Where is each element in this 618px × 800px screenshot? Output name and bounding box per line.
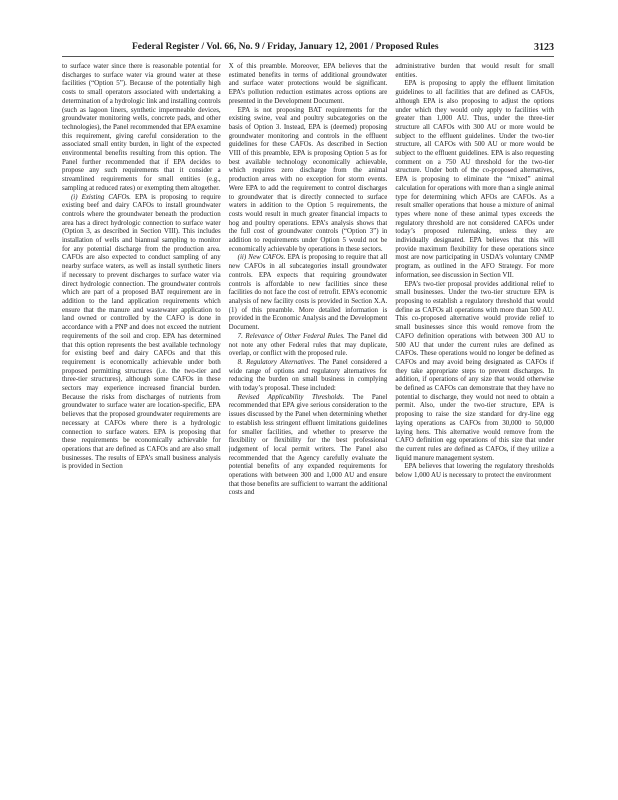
paragraph [229,253,388,331]
column-1 [62,62,221,762]
page-header [62,42,554,57]
paragraph [62,193,221,472]
paragraph-lead: (ii) New CAFOs. [237,253,286,262]
paragraph-text: The Panel considered a wide range of options and regulatory alternatives for reducing the burden on small business in complying with today’s proposal. These included: [228,357,388,393]
paragraph [229,62,388,106]
paragraph-lead: 7. Relevance of Other Federal Rules. [237,331,345,340]
paragraph-text: EPA is proposing to require existing beef and dairy CAFOs to install groundwater controls where the groundwater beneath the production area has a direct hydrologic connection to surface water (Option 3, as described in Section VIII). This includes installation of wells and biannual sampling to monitor for any potential discharge from the production area. CAFOs are also expected to conduct sampling of any nearby surface waters, as well as install synthetic liners if necessary to prevent discharges to surface water via direct hydrologic connection. The groundwater controls which are part of a proposed BAT requirement are in addition to the land application requirements which ensure that the manure and wastewater application to land owned or controlled by the CAFO is done in accordance with a PNP and does not exceed the nutrient requirements of the soil and crop. EPA has determined that this option represents the best available technology for existing beef and dairy CAFOs and that this requirement is economically achievable under both proposed permitting structures (i.e. the two-tier and three-tier structures), although some CAFOs in these sectors may experience increased financial burden. Because the risks from discharges of nutrients from groundwater to surface water are location-specific, EPA believes that the proposed groundwater requirements are necessary at CAFOs where there is a hydrologic connection to surface waters. EPA is proposing that these requirements be economically achievable for operations that are defined as CAFOs and are also small businesses. The results of EPA’s small business analysis is provided in Section [62,192,221,471]
paragraph-text: EPA is proposing to apply the effluent limitation guidelines to all facilities that are defined as CAFOs, although EPA is also proposing to adjust the options under which they would only apply to facilities with greater than 1,000 AU. Thus, under the three-tier structure all CAFOs with 300 AU or more would be subject to the effluent guidelines. Under the two-tier structure, all CAFOs with 500 AU or more would be subject to the effluent guidelines. EPA is also requesting comment on a 750 AU threshold for the two-tier structure. Under both of the co-proposed alternatives, EPA is proposing to eliminate the “mixed” animal calculation for operations with more than a single animal type for determining which AFOs are CAFOs. As a result smaller operations that house a mixture of animal types where none of these animal types exceeds the regulatory threshold are not considered CAFOs under today’s proposed rulemaking, unless they are individually designated. EPA believes that this will provide maximum flexibility for these operations since most are now participating in USDA’s voluntary CNMP program, as outlined in the AFO Strategy. For more information, see discussion in Section VII. [395,79,555,279]
running-head: Federal Register / Vol. 66, No. 9 / Friday, January 12, 2001 / Proposed Rules [132,42,439,52]
paragraph [395,280,554,463]
page-number: 3123 [534,42,554,53]
paragraph [62,62,221,193]
paragraph-lead: 8. Regulatory Alternatives. [237,357,316,366]
paragraph [395,462,554,479]
text-columns [62,62,554,762]
paragraph-lead: Revised Applicability Thresholds. [237,392,345,401]
paragraph-text: to surface water since there is reasonable potential for discharges to surface water via ground water at these facilities (“Option 5”). Because of the potentially high costs to small operators associated with undertaking a determination of a hydrologic link and installing controls (such as lagoon liners, synthetic impermeable devices, groundwater monitoring wells, concrete pads, and other technologies), the Panel recommended that EPA examine this requirement, giving careful consideration to the associated small entity burden, in light of the expected environmental benefits resulting from this option. The Panel further recommended that if EPA decides to propose any such requirements that it consider a streamlined requirements for small entities (e.g., sampling at reduced rates) or exempting them altogether. [62,62,221,192]
paragraph [229,393,388,497]
paragraph-text: X of this preamble. Moreover, EPA believes that the estimated benefits in terms of additional groundwater and surface water protections would be significant. EPA’s pollution reduction estimates across options are presented in the Development Document. [228,62,388,105]
paragraph-text: administrative burden that would result for small entities. [395,62,555,79]
paragraph [229,332,388,358]
paragraph-lead: (i) Existing CAFOs. [71,192,131,201]
column-2 [229,62,388,762]
paragraph-text: EPA’s two-tier proposal provides additional relief to small businesses. Under the two-tier structure EPA is proposing to establish a regulatory threshold that would define as CAFOs all operations with more than 500 AU. This co-proposed alternative would provide relief to small businesses since this would remove from the CAFO definition operations with between 300 AU to 500 AU that under the current rules are defined as CAFOs. These operations would no longer be defined as CAFOs and may avoid being designated as CAFOs if they take appropriate steps to prevent discharges. In addition, if operations of any size that would otherwise be defined as CAFOs can demonstrate that they have no potential to discharge, they would not need to obtain a permit. Also, under the two-tier structure, EPA is proposing to raise the size standard for dry-line egg laying operations as CAFOs from 30,000 to 50,000 laying hens. This alternative would remove from the CAFO definition egg operations of this size that under the current rules are defined as CAFOs, if they utilize a liquid manure management system. [395,279,555,462]
paragraph-text: EPA is not proposing BAT requirements for the existing swine, veal and poultry subcategories on the basis of Option 3. Instead, EPA is (deemed) proposing groundwater monitoring and controls in the effluent guidelines for these CAFOs. As described in Section VIII of this preamble, EPA is proposing Option 5 as for best available technology economically achievable, which requires zero discharge from the animal production areas with no exception for storm events. Were EPA to add the requirement to control discharges to groundwater that is directly connected to surface waters in addition to the Option 5 requirements, the costs would result in much greater financial impacts to hog and poultry operations. EPA’s analysis shows that the full cost of groundwater controls (“Option 3”) in addition to requirements under Option 5 would not be economically achievable by operations in these sectors. [228,105,388,253]
paragraph-text: EPA believes that lowering the regulatory thresholds below 1,000 AU is necessary to protect the environment [395,462,555,480]
paragraph [229,358,388,393]
paragraph [395,79,554,279]
paragraph-text: The Panel did not note any other Federal rules that may duplicate, overlap, or conflict with the proposed rule. [228,331,388,358]
paragraph [229,106,388,254]
column-3 [395,62,554,762]
paragraph-text: The Panel recommended that EPA give serious consideration to the issues discussed by the Panel when determining whether to establish less stringent effluent limitations guidelines for smaller facilities, and whether to preserve the flexibility or flexibility for the best professional judgement of local permit writers. The Panel also recommended that the Agency carefully evaluate the potential benefits of any expanded requirements for operations with between 300 and 1,000 AU and ensure that those benefits are sufficient to warrant the additional costs and [228,392,388,497]
paragraph-text: EPA is proposing to require that all new CAFOs in all subcategories install groundwater controls. EPA expects that requiring groundwater controls is affordable to new facilities since these facilities do not face the cost of retrofit. EPA’s economic analysis of new facility costs is provided in Section X.A.(1) of this preamble. More detailed information is provided in the Economic Analysis and the Development Document. [228,253,388,332]
paragraph [395,62,554,79]
